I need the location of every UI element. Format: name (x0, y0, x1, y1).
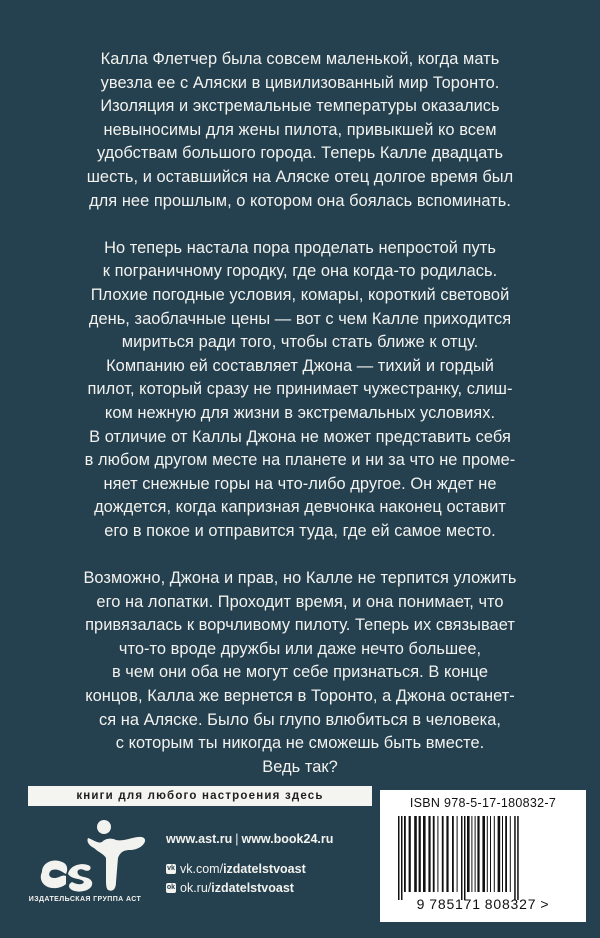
barcode-box (380, 790, 586, 922)
blurb-line: В отличие от Каллы Джона не может представить себя (89, 427, 511, 446)
paragraph-gap (40, 543, 560, 567)
barcode-bar (482, 816, 485, 892)
blurb-line: няет снежные горы на что-либо другое. Он ждет не (103, 474, 497, 493)
barcode-bar (401, 816, 403, 900)
ok-link[interactable] (166, 881, 294, 895)
vk-link[interactable] (166, 862, 306, 876)
blurb-line: Ведь так? (262, 757, 338, 776)
paragraph-gap (40, 213, 560, 237)
barcode-bar (446, 816, 448, 892)
barcode-bar (414, 816, 417, 892)
site-ast[interactable]: www.ast.ru (166, 832, 233, 846)
blurb-line: Изоляция и экстремальные температуры оказались (100, 97, 500, 116)
blurb-line: концов, Калла же вернется в Торонто, а Джона останет- (85, 687, 515, 706)
vk-icon: vk (167, 865, 175, 872)
publisher-sites (166, 832, 333, 846)
blurb-line: удобствам большого города. Теперь Калле двадцать (96, 144, 504, 163)
barcode-bar (505, 816, 507, 892)
barcode-bar (457, 816, 458, 892)
blurb-line: что-то вроде дружбы или даже нечто большее, (118, 639, 482, 658)
barcode-bar (510, 816, 511, 892)
barcode-bar (433, 816, 435, 892)
blurb-line: в чем они оба не могут себе признаться. В конце (111, 663, 489, 682)
barcode-bar (437, 816, 438, 892)
blurb-line: увезла ее с Аляски в цивилизованный мир Торонто. (100, 73, 500, 92)
barcode-digits-right: 808327 (484, 896, 537, 912)
blurb-line: ком нежную для жизни в экстремальных условиях. (104, 403, 496, 422)
blurb-line: для нее прошлым, о котором она боялась вспоминать. (89, 191, 511, 210)
barcode-bar (502, 816, 503, 892)
back-cover-blurb (40, 48, 560, 779)
barcode-digit-first: 9 (416, 896, 426, 912)
vk-handle: izdatelstvoast (223, 862, 306, 876)
barcode-bar (490, 816, 491, 892)
blurb-line: ся на Аляске. Было бы глупо влюбиться в человека, (98, 710, 502, 729)
blurb-line: к пограничному городку, где она когда-то родилась. (102, 262, 498, 281)
blurb-line: пилот, который сразу не принимает чужестранку, слиш- (87, 380, 513, 399)
publisher-caption: ИЗДАТЕЛЬСКАЯ ГРУППА АСТ (28, 896, 142, 903)
barcode-bar (467, 816, 470, 892)
blurb-line: с которым ты никогда не сможешь быть вместе. (115, 734, 485, 753)
barcode-bar (423, 816, 426, 892)
barcode-bar (404, 816, 406, 892)
blurb-line: привязалась к ворчливому пилоту. Теперь их связывает (85, 616, 515, 635)
isbn-label: ISBN 978-5-17-180832-7 (409, 796, 557, 810)
blurb-line: Возможно, Джона и прав, но Калле не терпится уложить (83, 569, 517, 588)
blurb-line: Но теперь настала пора проделать непростой путь (104, 238, 496, 257)
blurb-line: дождется, когда капризная девчонка наконец оставит (94, 498, 506, 517)
barcode-bar (487, 816, 488, 892)
ok-handle: izdatelstvoast (211, 881, 294, 895)
tagline-band (28, 786, 372, 806)
blurb-line: Компанию ей составляет Джона — тихий и гордый (106, 356, 494, 375)
barcode-bar (498, 816, 501, 892)
barcode-bars (390, 816, 576, 900)
blurb-line: его на лопатки. Проходит время, и она понимает, что (96, 592, 504, 611)
barcode-bar (494, 816, 495, 892)
barcode-bar (477, 816, 479, 892)
barcode-digits-left: 785171 (429, 896, 481, 912)
ok-prefix: ok.ru/ (180, 881, 212, 895)
barcode-bar (461, 816, 463, 900)
barcode-bar (475, 816, 476, 892)
barcode-digits (380, 896, 586, 912)
blurb-line: Калла Флетчер была совсем маленькой, когда мать (100, 50, 500, 68)
barcode-bar (409, 816, 411, 892)
tagline-text: книги для любого настроения здесь (76, 790, 324, 802)
barcode-bar (398, 816, 400, 900)
barcode-bar (514, 816, 516, 900)
blurb-line: Плохие погодные условия, комары, короткий световой (90, 285, 510, 304)
site-book24[interactable]: www.book24.ru (241, 832, 334, 846)
ok-icon: ok (166, 884, 176, 891)
barcode-bar (471, 816, 472, 892)
barcode-bar (452, 816, 454, 892)
barcode-bar (428, 816, 430, 892)
blurb-line: день, заоблачные цены — вот с чем Калле приходится (88, 309, 512, 328)
blurb-line: его в покое и отправится туда, где ей самое место. (104, 521, 496, 540)
blurb-line: невыносимы для жены пилота, привыкшей ко всем (103, 120, 497, 139)
vk-prefix: vk.com/ (180, 862, 224, 876)
blurb-line: шесть, и оставшийся на Аляске отец долгое время был (86, 167, 514, 186)
barcode-bar (442, 816, 444, 892)
barcode-bar (464, 816, 466, 900)
barcode-bar (419, 816, 421, 892)
blurb-line: мириться ради того, чтобы стать ближе к отцу. (121, 333, 479, 352)
blurb-line: в любом другом месте на планете и ни за что не проме- (84, 451, 516, 470)
barcode-arrow: > (540, 896, 550, 912)
barcode-bar (517, 816, 519, 900)
site-separator: | (235, 832, 239, 846)
ast-logo (32, 818, 150, 908)
